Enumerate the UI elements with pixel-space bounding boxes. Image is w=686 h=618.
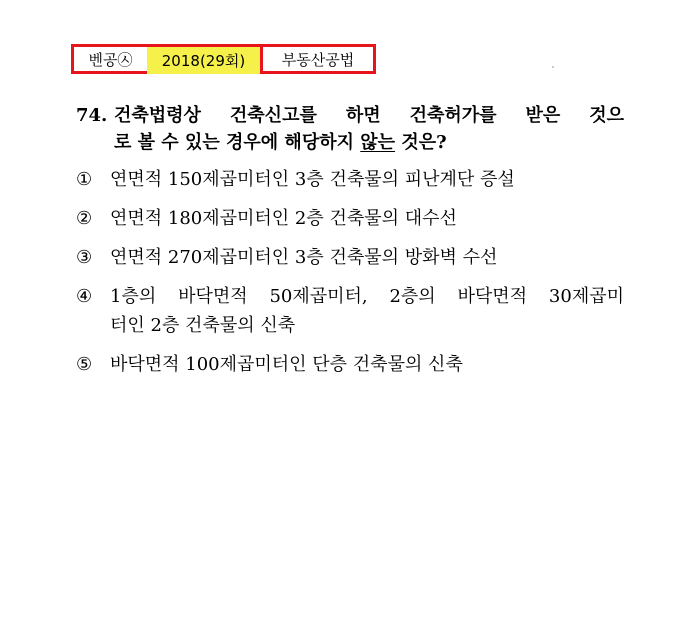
choice-text: 연면적 180제곱미터인 2층 건축물의 대수선 <box>110 208 457 229</box>
choice-text-line-2: 터인 2층 건축물의 신축 <box>110 315 296 336</box>
scan-speck <box>552 66 554 68</box>
question <box>76 102 624 156</box>
choice-marker: ① <box>76 169 93 190</box>
question-text-line-2-start: 로 볼 수 있는 경우에 해당하지 <box>114 132 361 153</box>
question-text-line-2-end: 것은? <box>395 132 447 153</box>
choice-2 <box>76 205 624 232</box>
question-line-1 <box>76 102 624 129</box>
choice-5 <box>76 351 624 378</box>
choice-text-line-1: 1층의 바닥면적 50제곱미터, 2층의 바닥면적 30제곱미 <box>110 286 624 307</box>
choice-1 <box>76 166 624 193</box>
subject-tag: 부동산공법 <box>260 44 376 74</box>
choice-text: 연면적 270제곱미터인 3층 건축물의 방화벽 수선 <box>110 247 498 268</box>
choice-marker: ③ <box>76 247 93 268</box>
question-line-2 <box>76 129 624 156</box>
author-tag: 벤공㉦ <box>71 44 147 74</box>
choice-3 <box>76 244 624 271</box>
exam-header <box>71 44 376 74</box>
year-tag: 2018(29회) <box>147 44 260 74</box>
choice-text: 연면적 150제곱미터인 3층 건축물의 피난계단 증설 <box>110 169 515 190</box>
choice-marker: ④ <box>76 286 93 307</box>
choice-4 <box>76 283 624 339</box>
choice-marker: ⑤ <box>76 354 93 375</box>
question-negation-underlined: 않는 <box>360 132 396 153</box>
choice-marker: ② <box>76 208 93 229</box>
choice-text: 바닥면적 100제곱미터인 단층 건축물의 신축 <box>110 354 463 375</box>
question-number: 74. <box>76 105 108 126</box>
answer-choices <box>76 166 624 390</box>
question-text-line-1: 건축법령상 건축신고를 하면 건축허가를 받은 것으 <box>114 105 624 126</box>
